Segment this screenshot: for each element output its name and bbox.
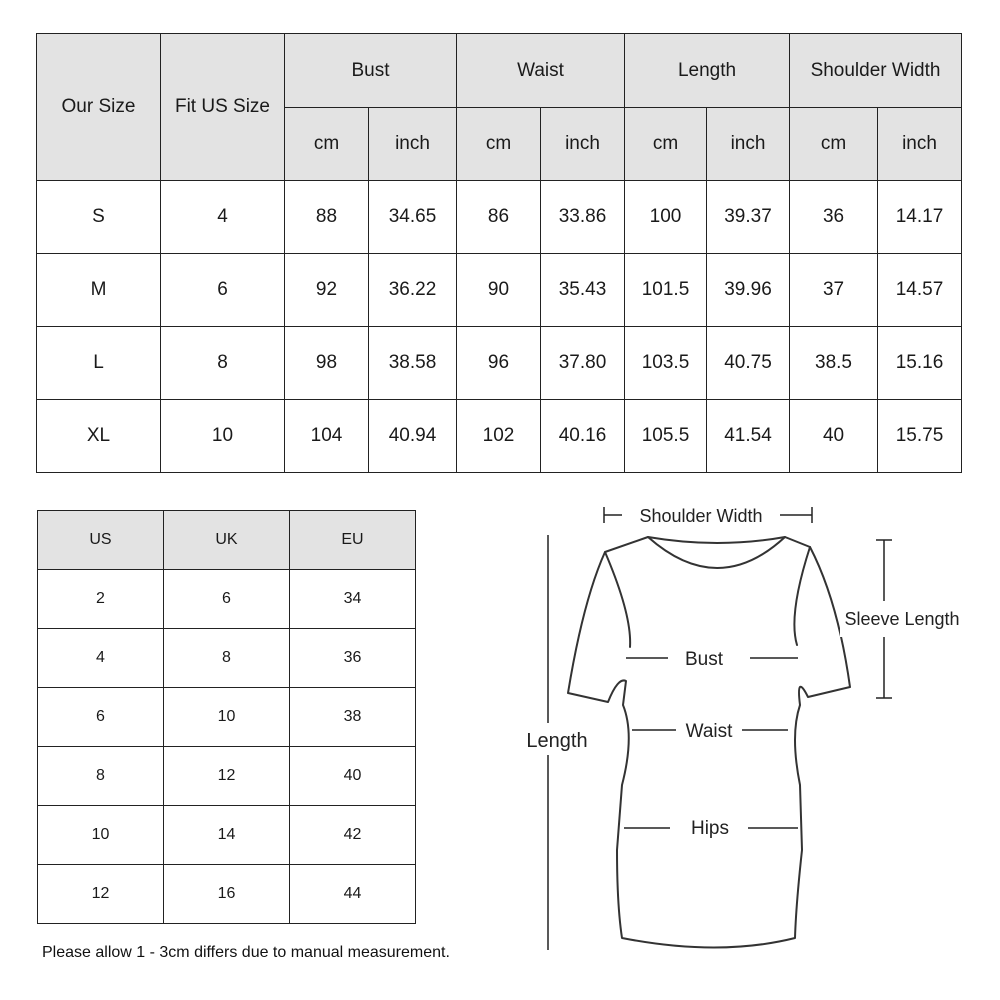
conversion-cell: 14 (164, 806, 290, 865)
unit-header: cm (285, 108, 369, 181)
size-cell: 38.58 (369, 327, 457, 400)
size-cell: 38.5 (790, 327, 878, 400)
conversion-cell: 40 (290, 747, 416, 806)
dress-measurement-diagram (500, 495, 980, 975)
size-cell: 96 (457, 327, 541, 400)
unit-header: cm (457, 108, 541, 181)
conversion-cell: 2 (38, 570, 164, 629)
dress-seam-left (605, 552, 630, 647)
size-cell: 34.65 (369, 181, 457, 254)
conversion-row (38, 629, 416, 688)
conversion-cell: 6 (164, 570, 290, 629)
unit-header: cm (790, 108, 878, 181)
header-eu: EU (290, 511, 416, 570)
size-cell: 102 (457, 400, 541, 473)
size-cell: 101.5 (625, 254, 707, 327)
header-bust: Bust (285, 34, 457, 108)
size-chart-table (36, 33, 962, 473)
waist-label: Waist (685, 721, 733, 742)
size-cell: 37.80 (541, 327, 625, 400)
neckline-back (648, 537, 785, 543)
conversion-cell: 6 (38, 688, 164, 747)
header-fit-us-size: Fit US Size (161, 34, 285, 181)
conversion-row (38, 688, 416, 747)
size-cell: 90 (457, 254, 541, 327)
conversion-table-body (38, 570, 416, 924)
size-cell: 36 (790, 181, 878, 254)
conversion-cell: 42 (290, 806, 416, 865)
size-cell: 88 (285, 181, 369, 254)
size-row (37, 327, 962, 400)
conversion-cell: 8 (164, 629, 290, 688)
header-us: US (38, 511, 164, 570)
size-cell: 104 (285, 400, 369, 473)
unit-header: inch (541, 108, 625, 181)
size-cell: 105.5 (625, 400, 707, 473)
size-row (37, 400, 962, 473)
size-table-body (37, 181, 962, 473)
size-cell: 14.17 (878, 181, 962, 254)
conversion-cell: 10 (38, 806, 164, 865)
measurement-note: Please allow 1 - 3cm differs due to manual measurement. (42, 944, 450, 961)
size-cell: 33.86 (541, 181, 625, 254)
size-cell: 41.54 (707, 400, 790, 473)
conversion-cell: 8 (38, 747, 164, 806)
header-waist: Waist (457, 34, 625, 108)
bust-label: Bust (684, 649, 724, 670)
size-cell: 6 (161, 254, 285, 327)
conversion-cell: 16 (164, 865, 290, 924)
size-cell: 15.16 (878, 327, 962, 400)
size-cell: 37 (790, 254, 878, 327)
size-cell: 14.57 (878, 254, 962, 327)
size-cell: 40 (790, 400, 878, 473)
conversion-cell: 4 (38, 629, 164, 688)
size-cell: 103.5 (625, 327, 707, 400)
size-cell: L (37, 327, 161, 400)
dress-seam-right (794, 547, 810, 645)
conversion-row (38, 806, 416, 865)
shoulder-width-label: Shoulder Width (639, 506, 763, 526)
size-cell: S (37, 181, 161, 254)
unit-header: inch (878, 108, 962, 181)
size-cell: 15.75 (878, 400, 962, 473)
size-cell: 86 (457, 181, 541, 254)
size-cell: 39.37 (707, 181, 790, 254)
size-cell: 40.75 (707, 327, 790, 400)
unit-header: cm (625, 108, 707, 181)
size-cell: XL (37, 400, 161, 473)
size-row (37, 254, 962, 327)
unit-header: inch (707, 108, 790, 181)
length-label: Length (526, 730, 588, 752)
sleeve-length-label: Sleeve Length (844, 609, 960, 629)
size-cell: 40.16 (541, 400, 625, 473)
conversion-row (38, 865, 416, 924)
size-cell: 98 (285, 327, 369, 400)
conversion-cell: 44 (290, 865, 416, 924)
hips-label: Hips (690, 818, 730, 839)
size-cell: 100 (625, 181, 707, 254)
size-conversion-table (37, 510, 416, 924)
size-cell: 4 (161, 181, 285, 254)
conversion-cell: 38 (290, 688, 416, 747)
conversion-row (38, 570, 416, 629)
size-cell: 39.96 (707, 254, 790, 327)
size-cell: 8 (161, 327, 285, 400)
size-cell: 36.22 (369, 254, 457, 327)
header-shoulder-width: Shoulder Width (790, 34, 962, 108)
size-row (37, 181, 962, 254)
size-cell: 35.43 (541, 254, 625, 327)
size-cell: 10 (161, 400, 285, 473)
conversion-cell: 36 (290, 629, 416, 688)
unit-header: inch (369, 108, 457, 181)
header-length: Length (625, 34, 790, 108)
conversion-cell: 12 (164, 747, 290, 806)
size-cell: M (37, 254, 161, 327)
header-uk: UK (164, 511, 290, 570)
size-cell: 40.94 (369, 400, 457, 473)
size-cell: 92 (285, 254, 369, 327)
header-our-size: Our Size (37, 34, 161, 181)
conversion-row (38, 747, 416, 806)
conversion-cell: 10 (164, 688, 290, 747)
conversion-cell: 34 (290, 570, 416, 629)
conversion-cell: 12 (38, 865, 164, 924)
